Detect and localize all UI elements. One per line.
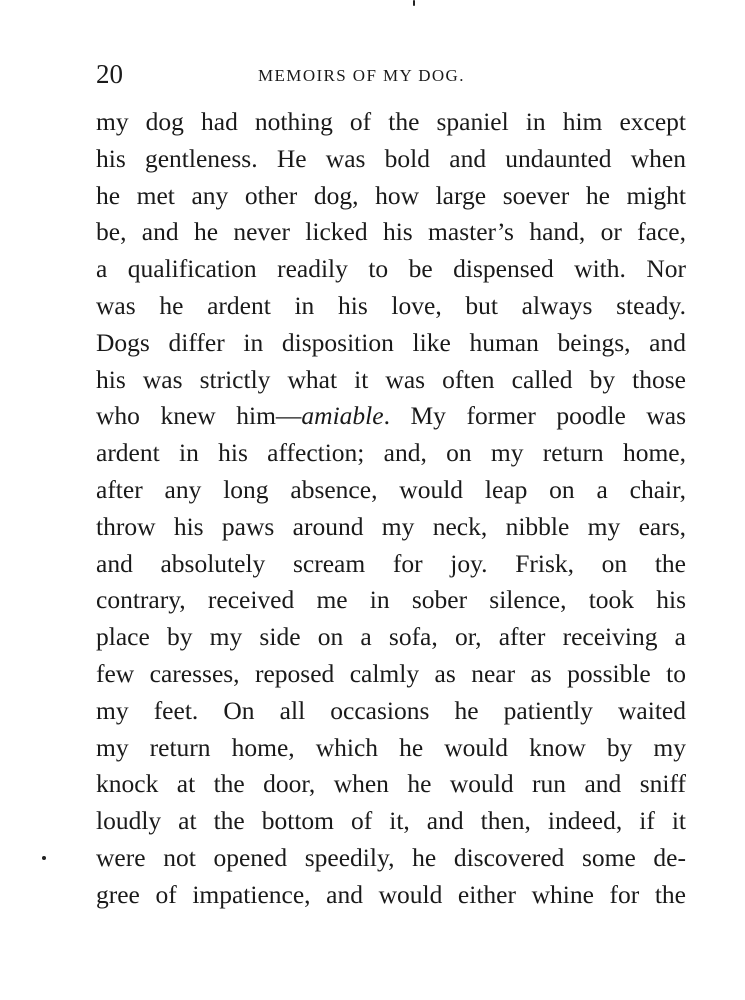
text-line: my return home, which he would know by my — [96, 732, 686, 762]
text-line: my dog had nothing of the spaniel in him except — [96, 107, 686, 136]
text-line: his gentleness. He was bold and undaunted when — [96, 143, 686, 173]
text-line: be, and he never licked his master’s hand, or face, — [96, 217, 686, 247]
page-header — [96, 54, 686, 94]
text-line: he met any other dog, how large soever he might — [96, 180, 686, 210]
text-line: after any long absence, would leap on a chair, — [96, 474, 686, 504]
text-line: loudly at the bottom of it, and then, indeed, if it — [96, 806, 686, 836]
text-line: his was strictly what it was often called by those — [96, 364, 686, 394]
text-line: contrary, received me in sober silence, took his — [96, 585, 686, 615]
text-line: place by my side on a sofa, or, after receiving a — [96, 622, 686, 652]
text-line: and absolutely scream for joy. Frisk, on the — [96, 548, 686, 578]
text-line: Dogs differ in disposition like human beings, and — [96, 327, 686, 357]
text-line: was he ardent in his love, but always steady. — [96, 290, 686, 320]
text-line: who knew him—amiable. My former poodle was — [96, 401, 686, 431]
text-line: my feet. On all occasions he patiently waited — [96, 695, 686, 725]
ink-speck — [413, 0, 415, 6]
text-line: a qualification readily to be dispensed with. Nor — [96, 254, 686, 284]
text-line: were not opened speedily, he discovered some de- — [96, 842, 686, 872]
text-line: gree of impatience, and would either whine for the — [96, 879, 686, 909]
running-head: MEMOIRS OF MY DOG. — [258, 66, 465, 85]
page-number: 20 — [96, 59, 123, 89]
text-line: knock at the door, when he would run and sniff — [96, 769, 686, 799]
body-text — [96, 104, 686, 914]
ink-speck — [42, 856, 46, 860]
text-line: throw his paws around my neck, nibble my ears, — [96, 511, 686, 541]
text-line: ardent in his affection; and, on my return home, — [96, 438, 686, 468]
text-line: few caresses, reposed calmly as near as possible to — [96, 658, 686, 688]
